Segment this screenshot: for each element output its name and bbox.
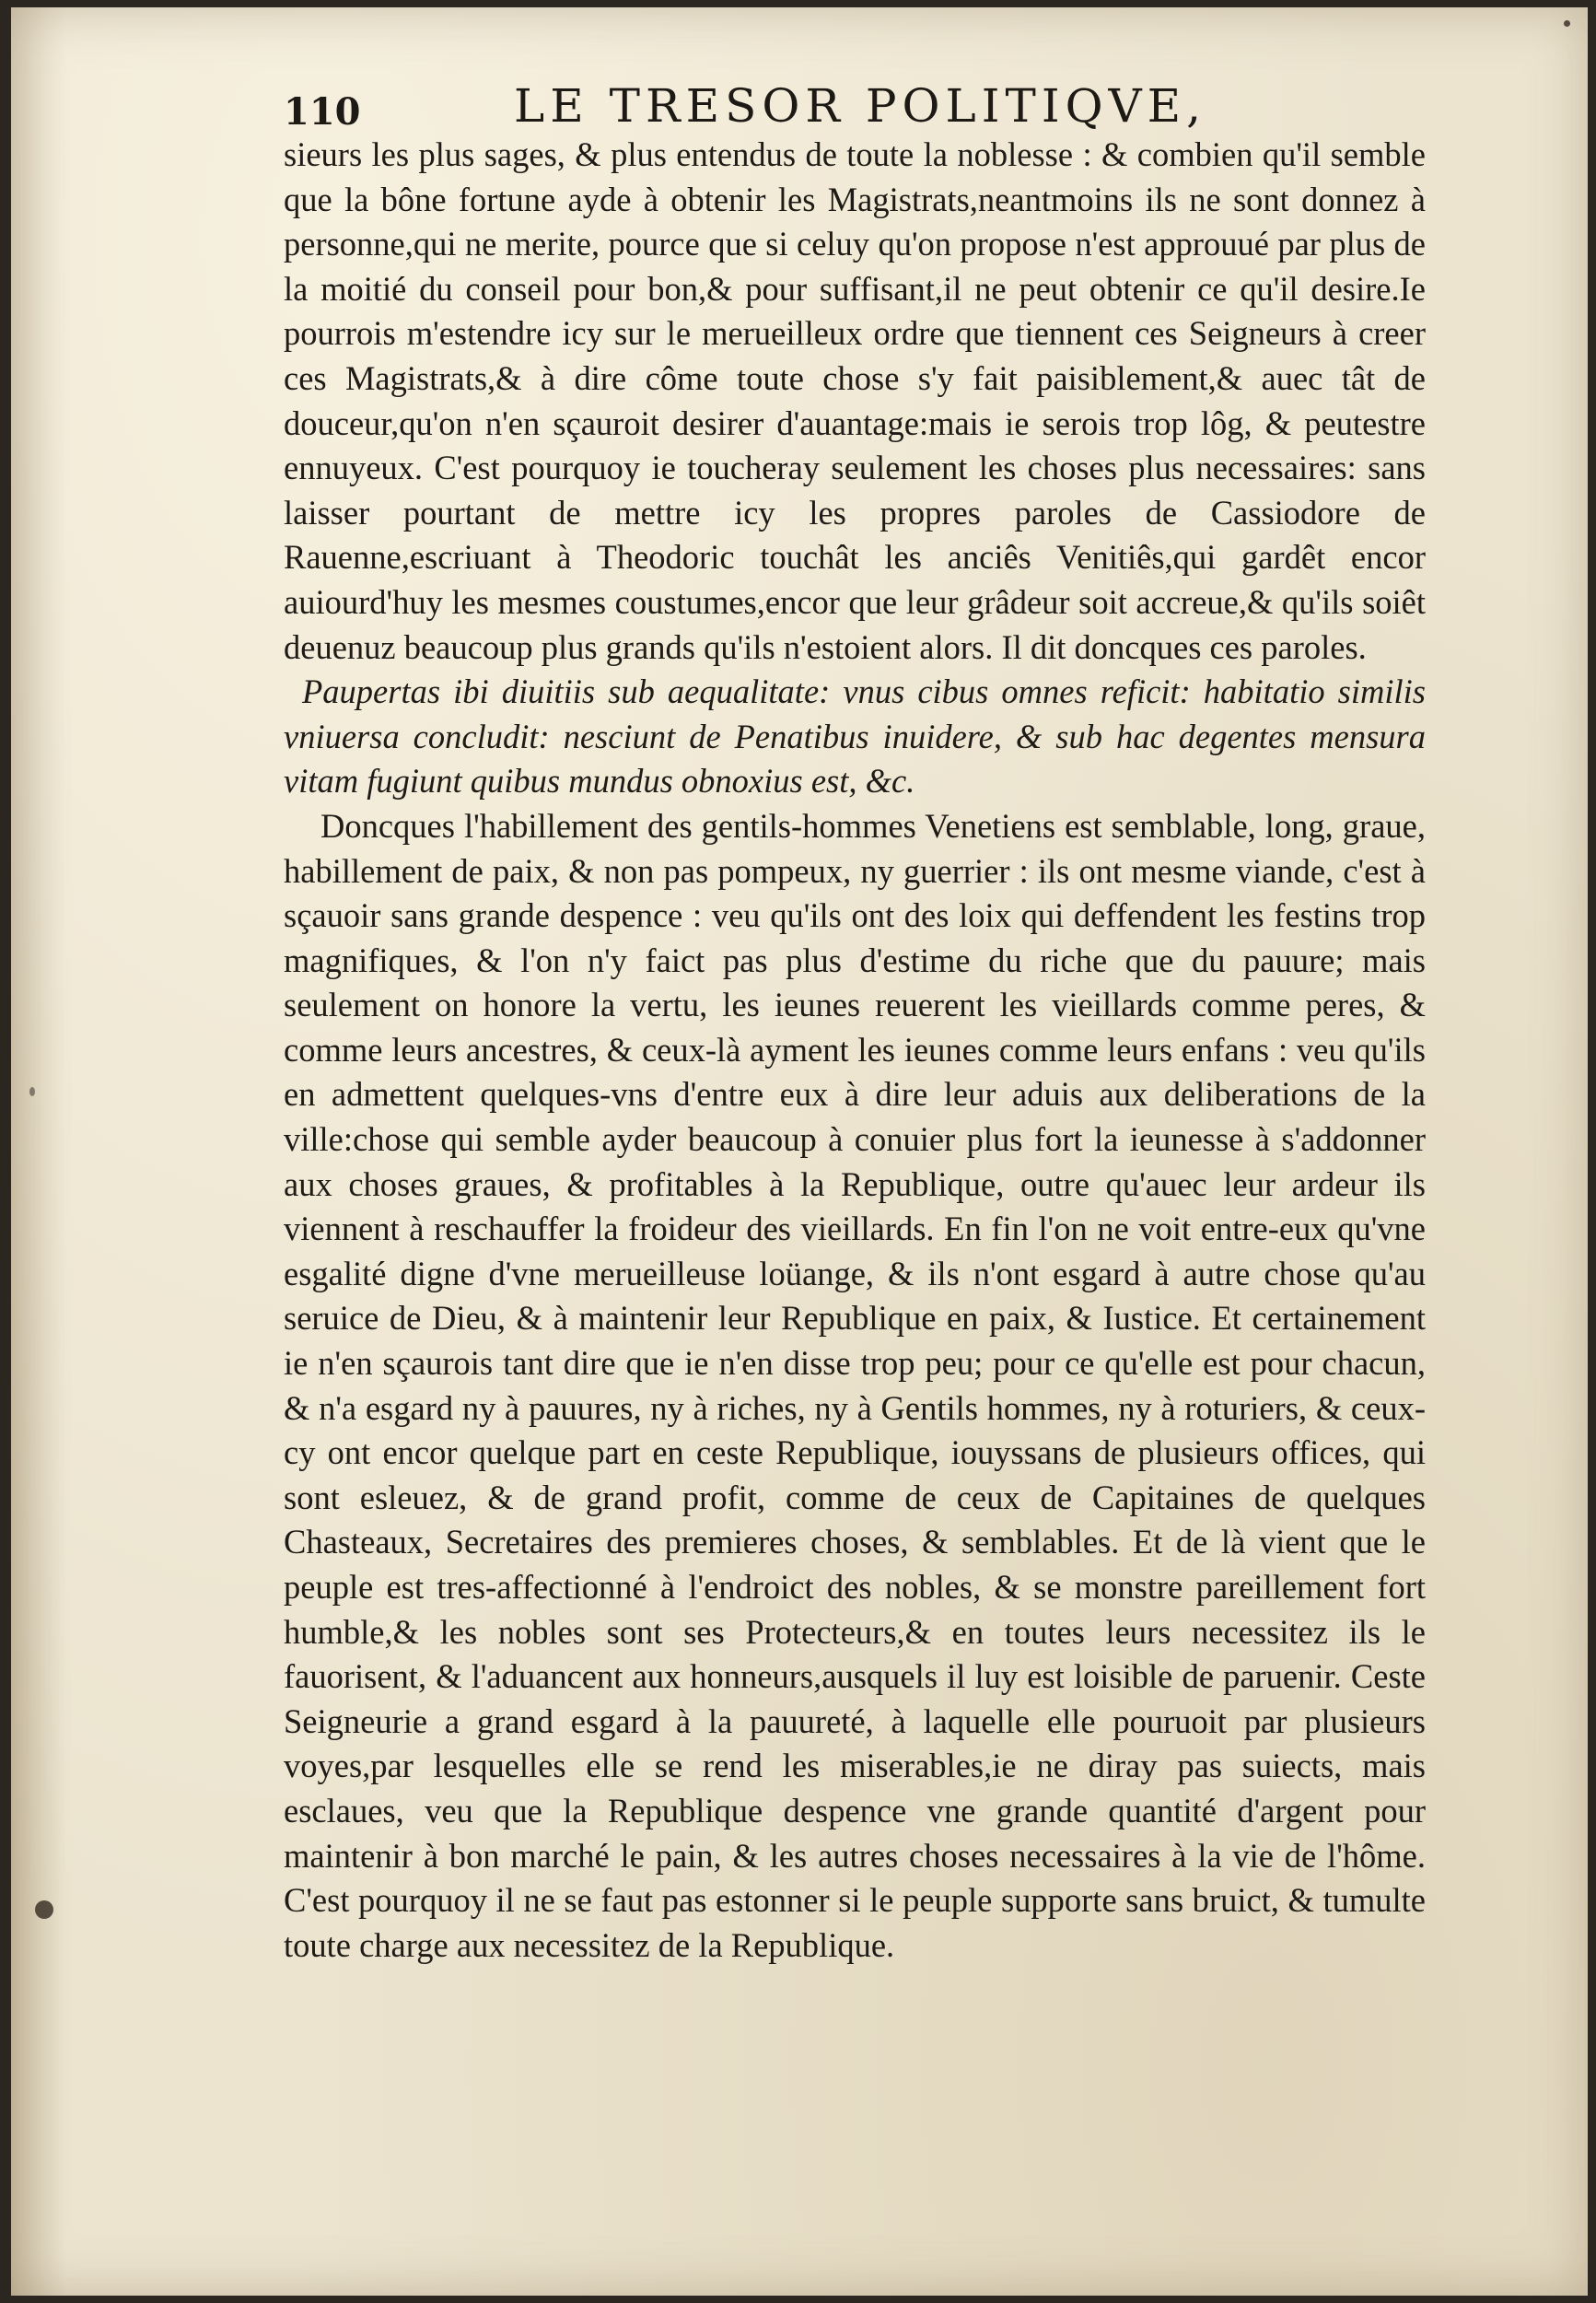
page-number: 110: [284, 90, 361, 134]
running-head: LE TRESOR POLITIQVE,: [514, 79, 1207, 133]
latin-quote: Paupertas ibi diuitiis sub aequalitate: vnus cibus omnes reficit: habitatio similis vniuersa concludit: nesciunt de Penatibus inuidere, & sub hac degentes mensura vitam fugiunt quibus mundus obnoxius est, &c.: [284, 672, 1426, 801]
page-header: [284, 74, 1241, 138]
paragraph-1: sieurs les plus sages, & plus entendus de toute la noblesse : & combien qu'il semble que la bône fortune ayde à obtenir les Magistrats,neantmoins ils ne sont donnez à personne,qui ne merite, pource que si celuy qu'on propose n'est approuué par plus de la moitié du conseil pour bon,& pour suffisant,il ne peut obtenir ce qu'il desire.Ie pourrois m'estendre icy sur le merueilleux ordre que tiennent ces Seigneurs à creer ces Magistrats,& à dire côme toute chose s'y fait paisiblement,& auec tât de douceur,qu'on n'en sçauroit desirer d'auantage:mais ie serois trop lôg, & peutestre ennuyeux. C'est pourquoy ie toucheray seulement les choses plus necessaires: sans laisser pourtant de mettre icy les propres paroles de Cassiodore de Rauenne,escriuant à Theodoric touchât les anciês Venitiês,qui gardêt encor auiourd'huy les mesmes coustumes,encor que leur grâdeur soit accreue,& qu'ils soiêt deuenuz beaucoup plus grands qu'ils n'estoient alors. Il dit doncques ces paroles.: [284, 135, 1426, 666]
corner-mark: [1564, 20, 1570, 27]
ink-blot: [35, 1900, 53, 1919]
paragraph-2: Doncques l'habillement des gentils-hommes Venetiens est semblable, long, graue, habillement de paix, & non pas pompeux, ny guerrier : ils ont mesme viande, c'est à sçauoir sans grande despence : veu qu'ils ont des loix qui deffendent les festins trop magnifiques, & l'on n'y faict pas plus d'estime du riche que du pauure; mais seulement on honore la vertu, les ieunes reuerent les vieillards comme peres, & comme leurs ancestres, & ceux-là ayment les ieunes comme leurs enfans : veu qu'ils en admettent quelques-vns d'entre eux à dire leur aduis aux deliberations de la ville:chose qui semble ayder beaucoup à conuier plus fort la ieunesse à s'addonner aux choses graues, & profitables à la Republique, outre qu'auec leur ardeur ils viennent à reschauffer la froideur des vieillards. En fin l'on ne voit entre-eux qu'vne esgalité digne d'vne merueilleuse loüange, & ils n'ont esgard à autre chose qu'au seruice de Dieu, & à maintenir leur Republique en paix, & Iustice. Et certainement ie n'en sçaurois tant dire que ie n'en disse trop peu; pour ce qu'elle est pour chacun, & n'a esgard ny à pauures, ny à riches, ny à Gentils hommes, ny à roturiers, & ceux-cy ont encor quelque part en ceste Republique, iouyssans de plusieurs offices, qui sont esleuez, & de grand profit, comme de ceux de Capitaines de quelques Chasteaux, Secretaires des premieres choses, & semblables. Et de là vient que le peuple est tres-affectionné à l'endroict des nobles, & se monstre pareillement fort humble,& les nobles sont ses Protecteurs,& en toutes leurs necessitez ils le fauorisent, & l'aduancent aux honneurs,ausquels il luy est loisible de paruenir. Ceste Seigneurie a grand esgard à la pauureté, à laquelle elle pouruoit par plusieurs voyes,par lesquelles elle se rend les miserables,ie ne diray pas suiects, mais esclaues, veu que la Republique despence vne grande quantité d'argent pour maintenir à bon marché le pain, & les autres choses necessaires à la vie de l'hôme. C'est pourquoy il ne se faut pas estonner si le peuple supporte sans bruict, & tumulte toute charge aux necessitez de la Republique.: [284, 806, 1426, 1964]
margin-mark: [29, 1087, 35, 1096]
main-text: [284, 133, 1426, 1968]
book-page: [11, 7, 1588, 2296]
